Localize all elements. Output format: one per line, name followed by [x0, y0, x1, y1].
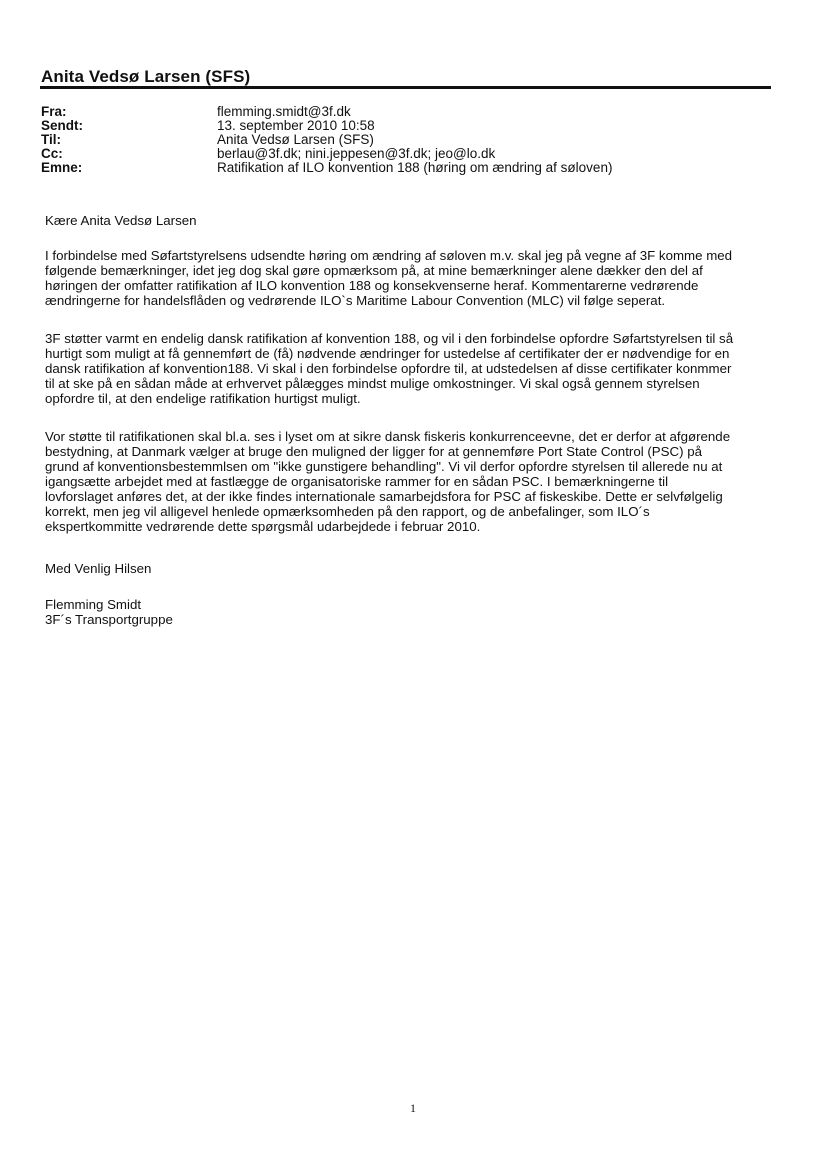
- paragraph-1: I forbindelse med Søfartstyrelsens udsendte høring om ændring af søloven m.v. skal jeg på vegne af 3F komme med følgende bemærkninger, idet jeg dog skal gøre opmærksom på, at mine bemærkninger alene dækker den del af høringen der omfatter ratifikation af ILO konvention 188 og konsekvenserne heraf. Kommentarerne vedrørende ændringerne for handelsflåden og vedrørende ILO`s Maritime Labour Convention (MLC) vil følge seperat.: [45, 248, 733, 308]
- closing: Med Venlig Hilsen: [45, 561, 152, 576]
- title-divider: [40, 86, 771, 89]
- header-subject-value: Ratifikation af ILO konvention 188 (høring om ændring af søloven): [217, 160, 613, 175]
- header-to-value: Anita Vedsø Larsen (SFS): [217, 132, 374, 147]
- header-from-label: Fra:: [41, 104, 67, 119]
- header-sent-label: Sendt:: [41, 118, 83, 133]
- greeting: Kære Anita Vedsø Larsen: [45, 213, 197, 228]
- header-subject-label: Emne:: [41, 160, 83, 175]
- page-number: 1: [410, 1101, 416, 1115]
- header-from-row: [41, 105, 612, 119]
- header-cc-label: Cc:: [41, 146, 63, 161]
- header-sent-row: [41, 119, 612, 133]
- signature: Flemming Smidt 3F´s Transportgruppe: [45, 597, 173, 627]
- document-title: Anita Vedsø Larsen (SFS): [41, 67, 251, 86]
- header-subject-row: [41, 161, 612, 175]
- header-from-value: flemming.smidt@3f.dk: [217, 104, 351, 119]
- paragraph-3: Vor støtte til ratifikationen skal bl.a. ses i lyset om at sikre dansk fiskeris konkurrenceevne, det er derfor at afgørende bestydning, at Danmark vælger at bruge den muligned der ligger for at gennemføre Port State Control (PSC) på grund af konventionsbestemmlsen om "ikke gunstigere behandling". Vi vil derfor opfordre styrelsen til allerede nu at igangsætte arbejdet med at fastlægge de organisatoriske rammer for en sådan PSC. I bemærkningerne til lovforslaget anføres det, at der ikke findes internationale samarbejdsfora for PSC af fiskeskibe. Dette er selvfølgelig korrekt, men jeg vil alligevel henlede opmærksomheden på den rapport, og de anbefalinger, som ILO´s ekspertkommitte vedrørende dette spørgsmål udarbejdede i februar 2010.: [45, 429, 731, 534]
- header-to-label: Til:: [41, 132, 61, 147]
- header-sent-value: 13. september 2010 10:58: [217, 118, 375, 133]
- header-cc-value: berlau@3f.dk; nini.jeppesen@3f.dk; jeo@lo.dk: [217, 146, 496, 161]
- paragraph-2: 3F støtter varmt en endelig dansk ratifikation af konvention 188, og vil i den forbindelse opfordre Søfartstyrelsen til så hurtigt som muligt at få gennemført de (få) nødvende ændringer for ustedelse af certifikater der er nødvendige for en dansk ratifikation af konvention188. Vi skal i den forbindelse opfordre til, at udstedelsen af disse certifikater konmmer til at ske på en sådan måde at erhvervet pålægges mindst mulige omkostninger. Vi skal også gennem styrelsen opfordre til, at den endelige ratifikation hurtigst muligt.: [45, 331, 734, 406]
- header-to-row: [41, 133, 612, 147]
- header-cc-row: [41, 147, 612, 161]
- email-header: [41, 105, 612, 175]
